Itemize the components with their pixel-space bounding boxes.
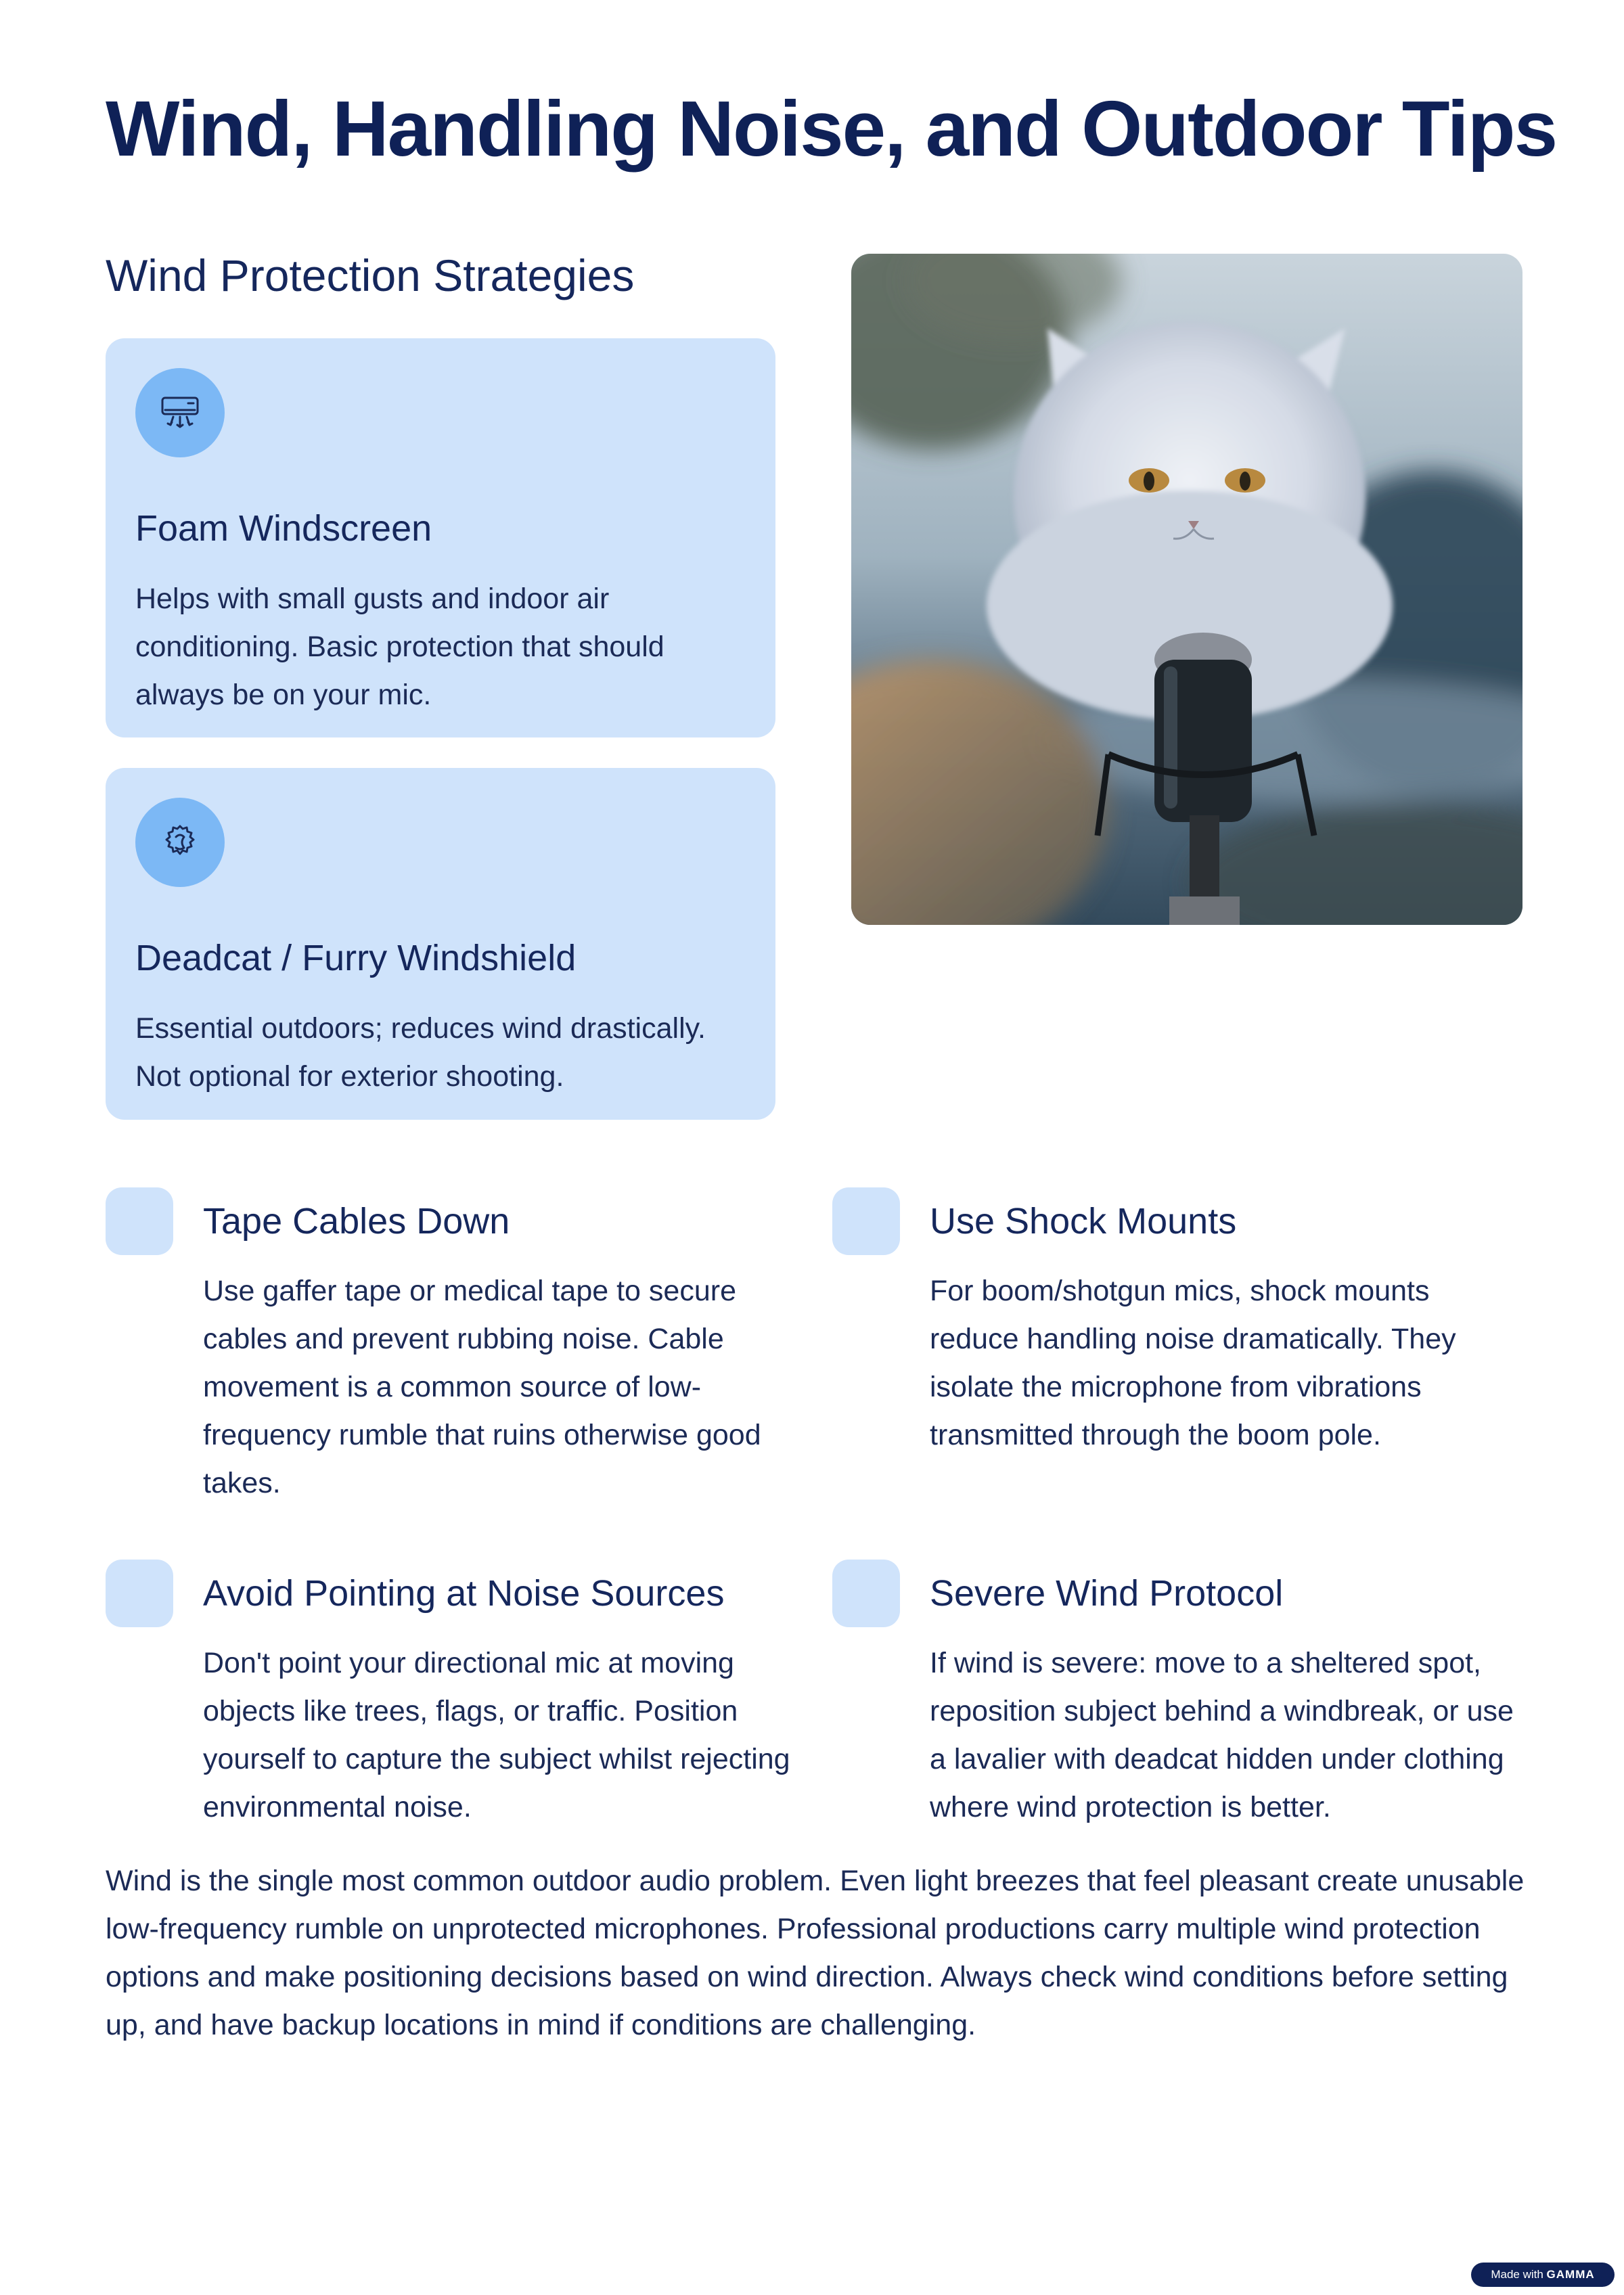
card-foam-windscreen — [106, 338, 775, 737]
card-text: Helps with small gusts and indoor air conditioning. Basic protection that should always be on your mic. — [135, 583, 664, 711]
card-title: Foam Windscreen — [135, 508, 432, 549]
tip-title: Severe Wind Protocol — [930, 1573, 1284, 1614]
furry-windshield-icon — [135, 798, 225, 887]
tip-marker — [832, 1560, 900, 1627]
card-text: Essential outdoors; reduces wind drastically. Not optional for exterior shooting. — [135, 1012, 706, 1093]
tip-marker — [106, 1187, 173, 1255]
air-conditioner-icon — [135, 368, 225, 457]
card-deadcat-windshield — [106, 768, 775, 1120]
tip-text: For boom/shotgun mics, shock mounts reduce handling noise dramatically. They isolate the microphone from vibrations transmitted through the boom pole. — [930, 1275, 1456, 1451]
tip-marker — [106, 1560, 173, 1627]
summary-paragraph: Wind is the single most common outdoor audio problem. Even light breezes that feel pleasant create unusable low-frequency rumble on unprotected microphones. Professional productions carry multiple wind protection options and make positioning decisions based on wind direction. Always check wind conditions before setting up, and have backup locations in mind if conditions are challenging. — [106, 1865, 1525, 2041]
badge-brand: GAMMA — [1546, 2268, 1595, 2281]
tip-title: Avoid Pointing at Noise Sources — [203, 1573, 725, 1614]
made-with-gamma-badge[interactable] — [1471, 2263, 1615, 2287]
tip-text: Don't point your directional mic at moving objects like trees, flags, or traffic. Position yourself to capture the subject whilst rejecting environmental noise. — [203, 1647, 790, 1823]
page-title: Wind, Handling Noise, and Outdoor Tips — [106, 85, 1557, 173]
section-heading: Wind Protection Strategies — [106, 250, 635, 300]
tip-text: If wind is severe: move to a sheltered spot, reposition subject behind a windbreak, or use a lavalier with deadcat hidden under clothing where wind protection is better. — [930, 1647, 1514, 1823]
tip-marker — [832, 1187, 900, 1255]
tip-title: Tape Cables Down — [203, 1201, 510, 1242]
cat-microphone-photo — [851, 254, 1522, 925]
tip-text: Use gaffer tape or medical tape to secure cables and prevent rubbing noise. Cable movement is a common source of low-frequency rumble that ruins otherwise good takes. — [203, 1275, 761, 1499]
badge-prefix: Made with — [1491, 2268, 1543, 2281]
tip-title: Use Shock Mounts — [930, 1201, 1237, 1242]
card-title: Deadcat / Furry Windshield — [135, 938, 577, 978]
